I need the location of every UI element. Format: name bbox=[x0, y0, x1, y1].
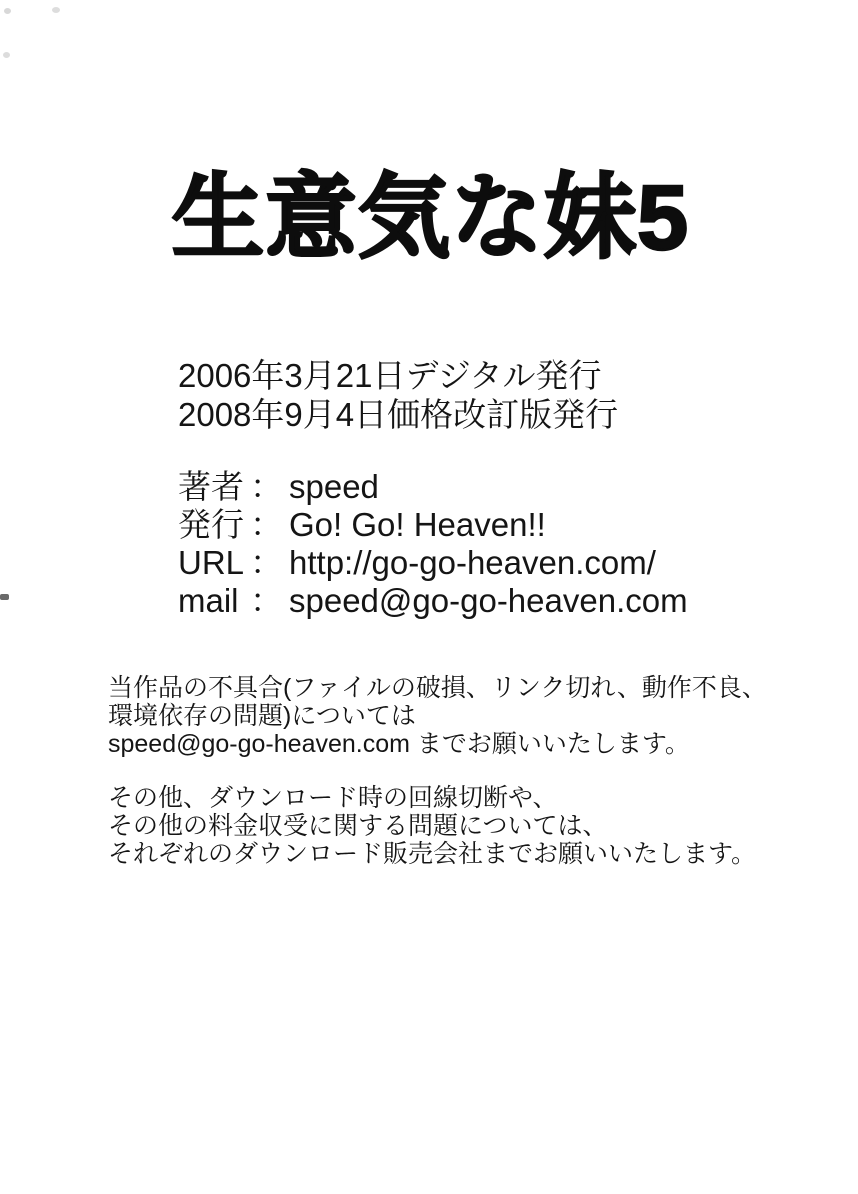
download-issues-line: その他の料金収受に関する問題については、 bbox=[108, 812, 608, 840]
credit-separator: ： bbox=[250, 468, 283, 505]
credit-label-url: URL bbox=[178, 544, 245, 581]
credit-label-mail: mail bbox=[178, 582, 239, 619]
credit-value-url: http://go-go-heaven.com/ bbox=[289, 544, 656, 581]
publication-date-digital: 2006年3月21日デジタル発行 bbox=[178, 357, 602, 394]
book-title: 生意気な妹5 bbox=[172, 167, 690, 269]
download-issues-line: その他、ダウンロード時の回線切断や、 bbox=[108, 784, 558, 812]
credit-label-publisher: 発行 bbox=[178, 506, 244, 543]
credit-value-author: speed bbox=[289, 468, 379, 505]
scan-artifact-speck bbox=[52, 7, 60, 13]
credit-row-author bbox=[178, 468, 688, 506]
scan-artifact-speck bbox=[3, 52, 10, 58]
scan-artifact-speck bbox=[0, 594, 9, 600]
defect-notice-line: 環境依存の問題)については bbox=[108, 702, 416, 730]
credit-value-publisher: Go! Go! Heaven!! bbox=[289, 506, 546, 543]
credit-row-publisher bbox=[178, 506, 688, 544]
credit-label-author: 著者 bbox=[178, 468, 244, 505]
publication-date-revised: 2008年9月4日価格改訂版発行 bbox=[178, 396, 619, 433]
credit-separator: ： bbox=[250, 544, 283, 581]
download-issues-line: それぞれのダウンロード販売会社までお願いいたします。 bbox=[108, 840, 757, 868]
defect-notice-line: speed@go-go-heaven.com までお願いいたします。 bbox=[108, 730, 690, 758]
defect-notice bbox=[108, 674, 767, 758]
scan-artifact-speck bbox=[4, 8, 11, 14]
defect-notice-line: 当作品の不具合(ファイルの破損、リンク切れ、動作不良、 bbox=[108, 674, 767, 702]
credit-value-mail: speed@go-go-heaven.com bbox=[289, 582, 688, 619]
credit-row-mail bbox=[178, 582, 688, 620]
credit-separator: ： bbox=[250, 506, 283, 543]
publication-dates bbox=[178, 356, 618, 434]
credit-separator: ： bbox=[250, 582, 283, 619]
credit-row-url bbox=[178, 544, 688, 582]
download-issues-notice bbox=[108, 784, 756, 868]
credits-block bbox=[178, 468, 688, 620]
